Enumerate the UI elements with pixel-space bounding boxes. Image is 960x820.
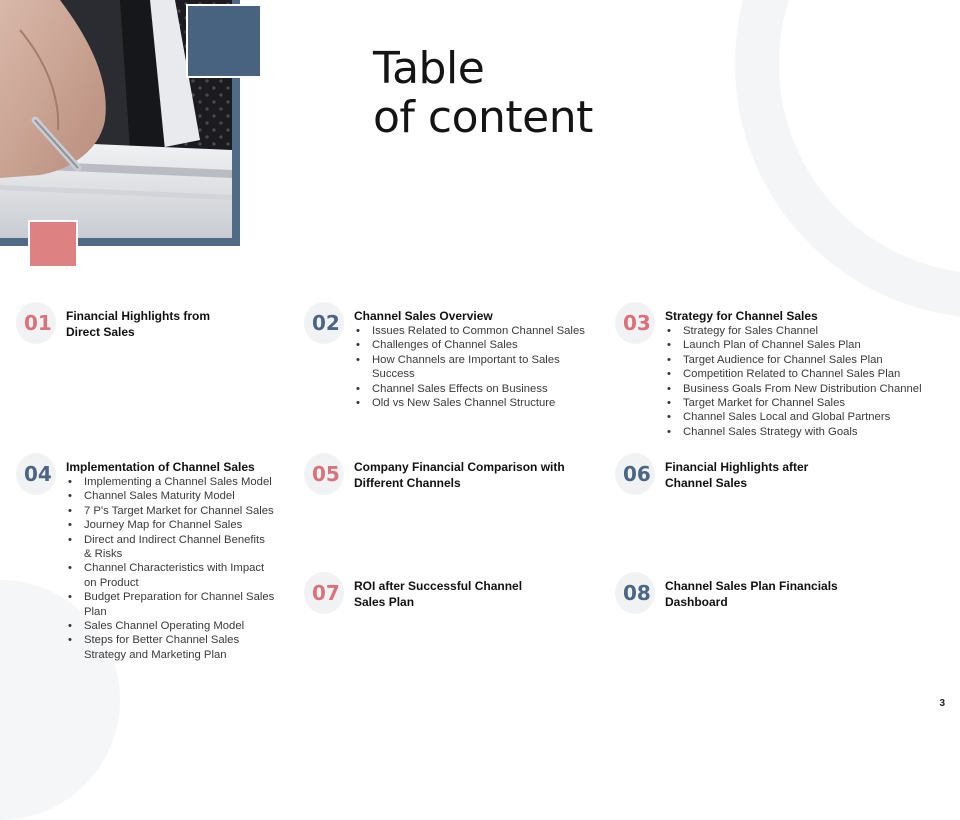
list-item: • Channel Sales Effects on Business <box>354 382 585 396</box>
section-number: 02 <box>312 311 340 335</box>
list-item: • Channel Characteristics with Impact on Product <box>66 561 274 590</box>
title-line-2: of content <box>373 92 593 143</box>
section-number: 07 <box>312 581 340 605</box>
page-title <box>373 44 593 142</box>
list-item: • Issues Related to Common Channel Sales <box>354 324 585 338</box>
list-item: • Launch Plan of Channel Sales Plan <box>665 338 922 352</box>
list-item: • Channel Sales Maturity Model <box>66 489 274 503</box>
list-item: • Strategy for Sales Channel <box>665 324 922 338</box>
list-item: • Competition Related to Channel Sales Plan <box>665 367 922 381</box>
list-item: • Channel Sales Strategy with Goals <box>665 425 922 439</box>
section-number: 01 <box>24 311 52 335</box>
list-item: • Sales Channel Operating Model <box>66 619 274 633</box>
list-item: • Target Market for Channel Sales <box>665 396 922 410</box>
sub-topic-list <box>354 324 585 410</box>
list-item: • Channel Sales Local and Global Partners <box>665 410 922 424</box>
pink-accent-square <box>28 220 78 268</box>
list-item: • Implementing a Channel Sales Model <box>66 475 274 489</box>
list-item: • How Channels are Important to Sales Success <box>354 353 585 382</box>
section-number: 05 <box>312 462 340 486</box>
blue-accent-square <box>186 4 262 78</box>
title-line-1: Table <box>373 43 485 94</box>
list-item: • Journey Map for Channel Sales <box>66 518 274 532</box>
section-number: 04 <box>24 462 52 486</box>
section-number: 03 <box>623 311 651 335</box>
section-heading: Channel Sales Overview <box>354 309 493 323</box>
list-item: • Direct and Indirect Channel Benefits & Risks <box>66 533 274 562</box>
list-item: • Budget Preparation for Channel Sales Plan <box>66 590 274 619</box>
section-number: 08 <box>623 581 651 605</box>
section-heading: Channel Sales Plan Financials Dashboard <box>665 579 838 609</box>
section-heading: Company Financial Comparison with Different Channels <box>354 460 565 490</box>
section-number: 06 <box>623 462 651 486</box>
list-item: • Steps for Better Channel Sales Strategy and Marketing Plan <box>66 633 274 662</box>
list-item: • Old vs New Sales Channel Structure <box>354 396 585 410</box>
section-heading: ROI after Successful Channel Sales Plan <box>354 579 523 609</box>
list-item: • Challenges of Channel Sales <box>354 338 585 352</box>
list-item: • 7 P's Target Market for Channel Sales <box>66 504 274 518</box>
section-heading: Financial Highlights after Channel Sales <box>665 460 809 490</box>
section-heading: Implementation of Channel Sales <box>66 460 255 474</box>
list-item: • Business Goals From New Distribution Channel <box>665 382 922 396</box>
page-number: 3 <box>939 698 945 709</box>
sub-topic-list <box>66 475 274 662</box>
sub-topic-list <box>665 324 922 439</box>
section-heading: Financial Highlights from Direct Sales <box>66 309 211 339</box>
decorative-ring <box>735 0 960 318</box>
section-heading: Strategy for Channel Sales <box>665 309 818 323</box>
list-item: • Target Audience for Channel Sales Plan <box>665 353 922 367</box>
